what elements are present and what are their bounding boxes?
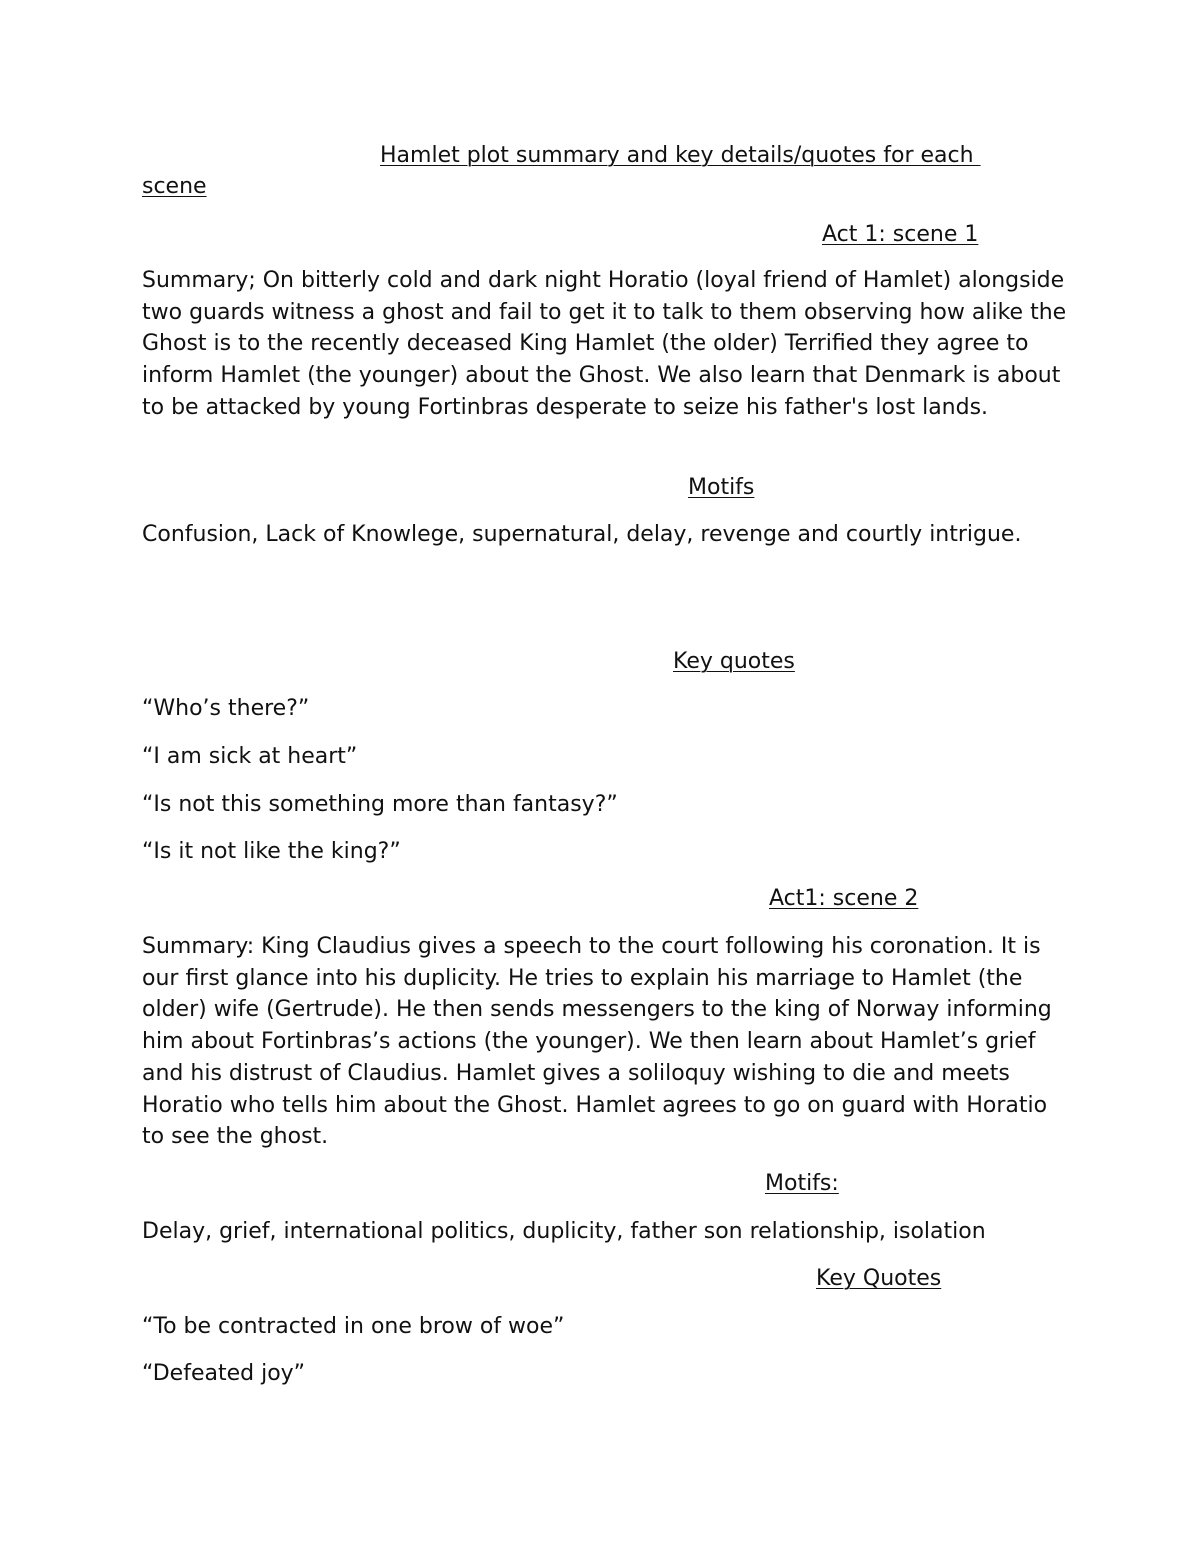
act1-scene2-heading: Act1: scene 2 xyxy=(769,886,919,911)
act1-scene1-quote: “Is it not like the king?” xyxy=(142,839,401,864)
act1-scene2-motifs-heading: Motifs: xyxy=(765,1171,839,1196)
act1-scene1-quotes-heading: Key quotes xyxy=(673,649,795,674)
act1-scene2-summary: Summary: King Claudius gives a speech to the court following his coronation. It is our first glance into his duplicity. He tries to explain his marriage to Hamlet (the older) wife (Gertrude). He then sends messengers to the king of Norway informing him about Fortinbras’s actions (the younger). We then learn about Hamlet’s grief and his distrust of Claudius. Hamlet gives a soliloquy wishing to die and meets Horatio who tells him about the Ghost. Hamlet agrees to go on guard with Horatio to see the ghost. xyxy=(142,934,1052,1150)
act1-scene1-quote: “I am sick at heart” xyxy=(142,744,358,769)
act1-scene1-heading: Act 1: scene 1 xyxy=(822,222,979,247)
act1-scene1-motifs: Confusion, Lack of Knowlege, supernatural, delay, revenge and courtly intrigue. xyxy=(142,522,1022,547)
act1-scene2-motifs: Delay, grief, international politics, duplicity, father son relationship, isolation xyxy=(142,1219,986,1244)
act1-scene2-quote: “To be contracted in one brow of woe” xyxy=(142,1314,565,1339)
title-line-1: Hamlet plot summary and key details/quotes for each xyxy=(380,143,981,168)
act1-scene1-summary: Summary; On bitterly cold and dark night Horatio (loyal friend of Hamlet) alongside two guards witness a ghost and fail to get it to talk to them observing how alike the Ghost is to the recently deceased King Hamlet (the older) Terrified they agree to inform Hamlet (the younger) about the Ghost. We also learn that Denmark is about to be attacked by young Fortinbras desperate to seize his father's lost lands. xyxy=(142,268,1067,420)
act1-scene1-quote: “Is not this something more than fantasy?” xyxy=(142,792,618,817)
title-line-2: scene xyxy=(142,174,207,199)
act1-scene2-quotes-heading: Key Quotes xyxy=(816,1266,942,1291)
act1-scene1-motifs-heading: Motifs xyxy=(688,475,755,500)
act1-scene2-quote: “Defeated joy” xyxy=(142,1361,306,1386)
act1-scene1-quote: “Who’s there?” xyxy=(142,696,310,721)
